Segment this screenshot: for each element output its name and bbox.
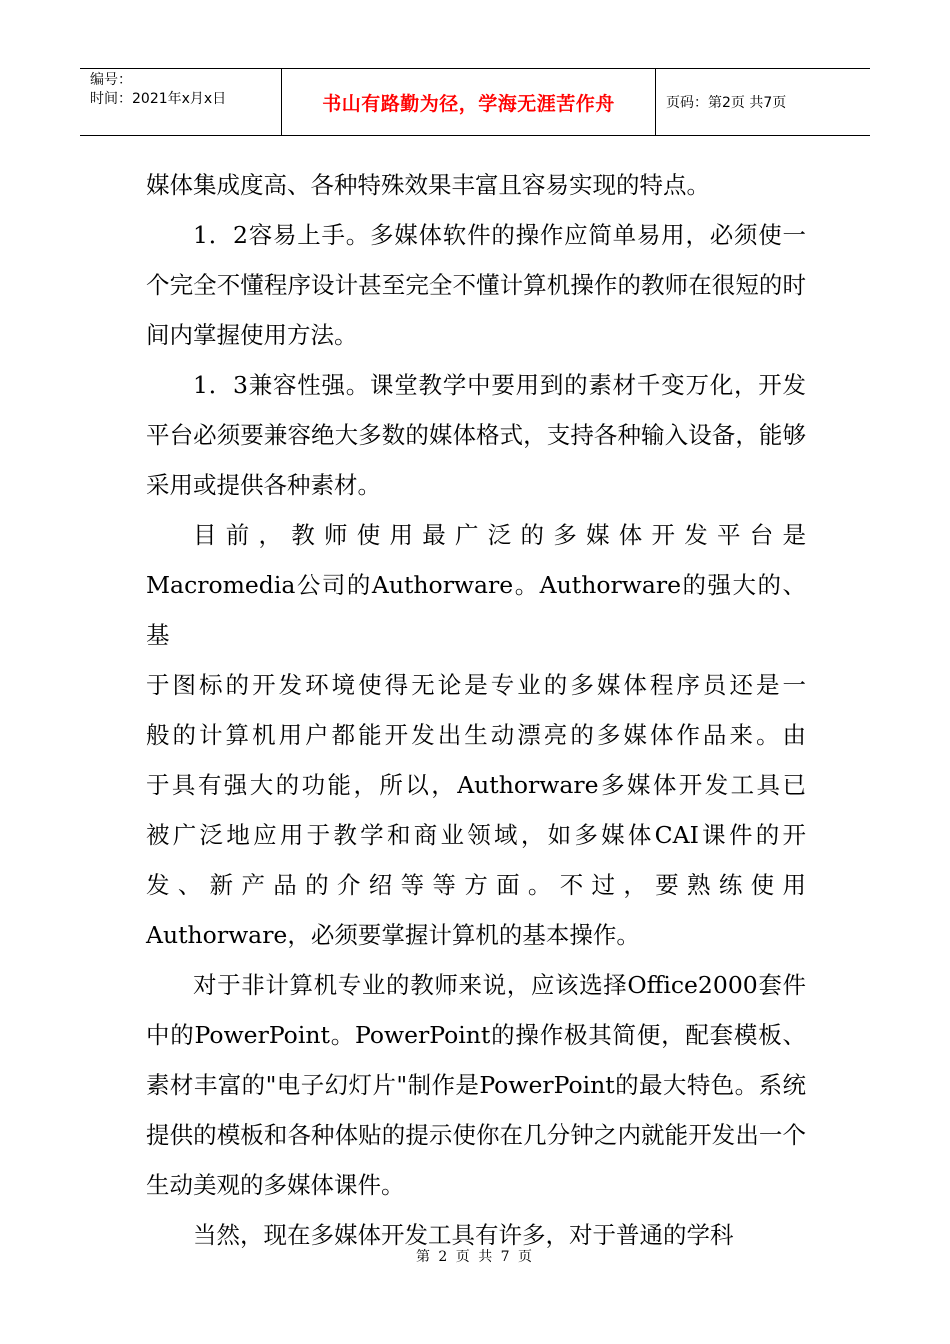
paragraph-authorware — [146, 510, 806, 960]
paragraph-compatibility: 1．3兼容性强。课堂教学中要用到的素材千变万化，开发平台必须要兼容绝大多数的媒体格式，支持各种输入设备，能够采用或提供各种素材。 — [146, 371, 806, 499]
paragraph-continuation: 媒体集成度高、各种特殊效果丰富且容易实现的特点。 — [146, 171, 710, 199]
document-body — [146, 160, 806, 1260]
page-footer: 第 2 页 共 7 页 — [415, 1249, 535, 1265]
paragraph-line: 于具有强大的功能，所以，Authorware多媒体开发工具已 — [146, 771, 806, 799]
header-motto: 书山有路勤为径，学海无涯苦作舟 — [282, 69, 656, 135]
document-number-label: 编号： — [90, 72, 132, 88]
paragraph-line: 发、新产品的介绍等等方面。不过，要熟练使用 — [146, 871, 806, 899]
paragraph-line: 目前，教师使用最广泛的多媒体开发平台是 — [193, 521, 806, 549]
paragraph-easy-to-use: 1．2容易上手。多媒体软件的操作应简单易用，必须使一个完全不懂程序设计甚至完全不懂计算机操作的教师在很短的时间内掌握使用方法。 — [146, 221, 806, 349]
paragraph-line: Authorware，必须要掌握计算机的基本操作。 — [146, 921, 640, 949]
paragraph-conclusion: 当然，现在多媒体开发工具有许多，对于普通的学科 — [193, 1221, 734, 1249]
paragraph-line: 般的计算机用户都能开发出生动漂亮的多媒体作品来。由 — [146, 721, 806, 749]
header-page-info: 页码：第2页 共7页 — [666, 95, 787, 111]
paragraph-line: Macromedia公司的Authorware。Authorware的强大的、基 — [146, 571, 806, 649]
header-meta — [80, 69, 282, 135]
document-date: 时间：2021年x月x日 — [90, 91, 227, 107]
paragraph-powerpoint: 对于非计算机专业的教师来说，应该选择Office2000套件中的PowerPoint。PowerPoint的操作极其简便，配套模板、素材丰富的"电子幻灯片"制作是PowerPoint的最大特色。系统提供的模板和各种体贴的提示使你在几分钟之内就能开发出一个生动美观的多媒体课件。 — [146, 971, 806, 1199]
paragraph-line: 被广泛地应用于教学和商业领域，如多媒体CAI课件的开 — [146, 821, 806, 849]
paragraph-line: 于图标的开发环境使得无论是专业的多媒体程序员还是一 — [146, 671, 806, 699]
page-header — [80, 68, 870, 136]
